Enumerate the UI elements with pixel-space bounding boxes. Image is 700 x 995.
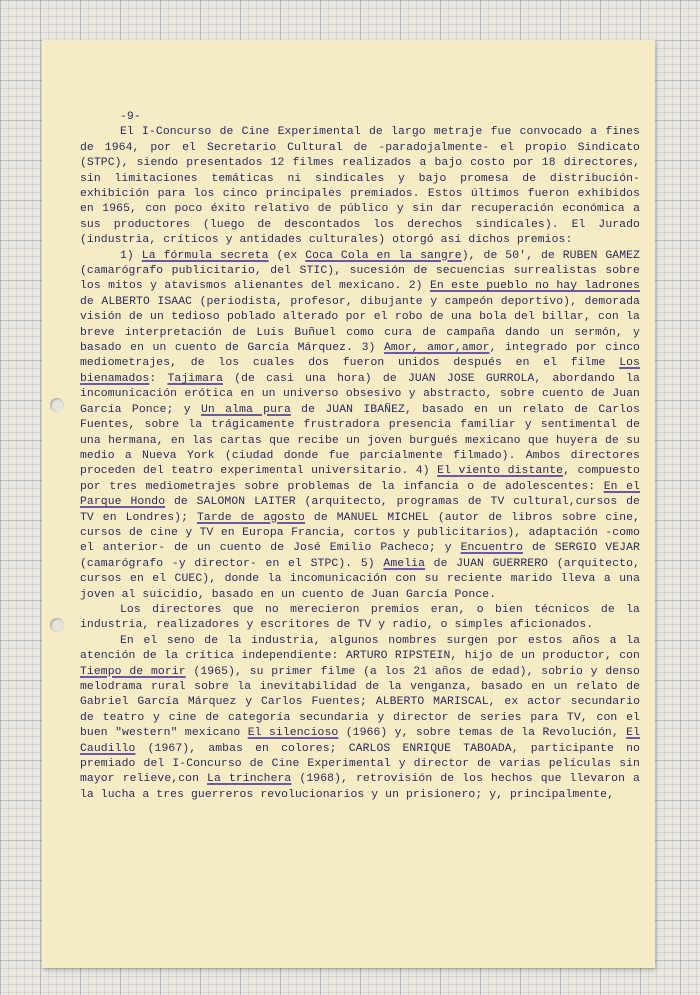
page-number: -9- xyxy=(120,111,141,123)
paragraph-contest xyxy=(80,125,640,248)
text-run: (1967), ambas en colores; CARLOS ENRIQUE TABOADA, participante no premiado del I-Concurso de Cine Experimental y director de varias películas sin mayor relieve,con xyxy=(80,742,640,786)
text-run: , compuesto por tres mediometrajes sobre problemas de la infancia o de adolescentes: xyxy=(80,465,640,493)
text-run: , integrado por cinco mediometrajes, de los cuales dos fueron unidos después en el filme xyxy=(80,342,640,370)
text-run: : xyxy=(149,372,168,385)
underlined-title: Coca Cola en la sangre xyxy=(305,249,462,262)
punch-hole xyxy=(50,398,64,412)
underlined-title: Tarde de agosto xyxy=(196,511,305,524)
underlined-title: Tajimara xyxy=(167,372,223,385)
text-run: de MANUEL MICHEL (autor de libros sobre cine, cursos de cine y TV en Europa Francia, cortos y publicitarios), adaptación -como el anterior- de un cuento de José Emilio Pacheco; y xyxy=(80,511,640,555)
underlined-title: La trinchera xyxy=(207,773,292,786)
text-run: ), de 50', de RUBEN GAMEZ (camarógrafo publicitario, del STIC), sucesión de secuencias surrealistas sobre los mitos y atavismos alienantes del mexicano. 2) xyxy=(80,249,641,293)
text-run: (1966) y, sobre temas de la Revolución, xyxy=(338,727,627,740)
text-run: de SERGIO VEJAR (camarógrafo -y director- en el STPC). 5) xyxy=(80,542,640,570)
punch-hole xyxy=(50,618,64,632)
underlined-title: El silencioso xyxy=(247,727,339,740)
underlined-title: En el Parque Hondo xyxy=(80,480,640,509)
text-run: Los directores que no merecieron premios eran, o bien técnicos de la industria, realizadores y escritores de TV y radio, o simples aficionados. xyxy=(80,603,640,632)
underlined-title: Un alma pura xyxy=(201,403,291,416)
text-run: (ex xyxy=(268,249,306,262)
text-run: de JUAN IBAÑEZ, basado en un relato de Carlos Fuentes, sobre la trágicamente frustradora presencia familiar y sentimental de una hermana, en las cartas que recibe un joven burgués mexicano que huyera de su medio a Nueva York (ciudad donde fue parcialmente filmado). Ambos directores proceden del teatro experimental universitario. 4) xyxy=(80,403,640,478)
underlined-title: En este pueblo no hay ladrones xyxy=(429,280,640,293)
underlined-title: Los bienamados xyxy=(80,357,640,385)
text-run: de ALBERTO ISAAC (periodista, profesor, dibujante y campeón deportivo), demorada visión de un tedioso poblado alterado por el robo de una bola del billar, con la breve interpretación de Luis Buñuel como cura de campaña dando un sermón, y basado en un cuento de García Márquez. 3) xyxy=(80,295,640,355)
paragraph-industry xyxy=(80,634,640,803)
underlined-title: Encuentro xyxy=(460,542,524,555)
document-page xyxy=(42,40,655,968)
text-run: El I-Concurso de Cine Experimental de largo metraje fue convocado a fines de 1964, por el Secretario Cultural de -paradojalmente- el propio Sindicato (STPC), siendo presentados 12 filmes realizados a bajo costo por 18 directores, sin limitaciones temáticas ni sindicales y bajo promesa de distribución-exhibición para los cinco principales premiados. Estos últimos fueron exhibidos en 1965, con poco éxito relativo de público y sin dar recuperación económica a sus productores (luego de descontados los derechos sindicales). El Jurado (industria, críticos y antidades culturales) otorgó así dichos premios: xyxy=(80,126,640,247)
text-run: de JUAN GUERRERO (arquitecto, cursos en el CUEC), donde la incomunicación con su reciente marido lleva a una joven al suicidio, basado en un cuento de Juan García Ponce. xyxy=(80,557,640,601)
text-run: (1968), retrovisión de los hechos que llevaron a la lucha a tres guerreros revolucionarios y un prisionero; y, principalmente, xyxy=(80,773,640,801)
underlined-title: Amor, amor,amor xyxy=(383,342,490,355)
text-run: (1965), su primer filme (a los 21 años de edad), sobrio y denso melodrama rural sobre la inevitabilidad de la venganza, basado en un relato de Gabriel García Márquez y Carlos Fuentes; ALBERTO MARISCAL, ex actor secundario de teatro y cine de categoría secundaria y director de series para TV, con el buen "western" mexicano xyxy=(80,665,640,740)
paragraph-prizes xyxy=(80,249,640,603)
typed-text-body xyxy=(80,110,640,803)
text-run: 1) xyxy=(120,249,142,262)
underlined-title: La fórmula secreta xyxy=(141,249,269,262)
text-run: (de casi una hora) de JUAN JOSE GURROLA, abordando la incomunicación erótica en un universo obsesivo y abstracto, sobre cuento de Juan García Ponce; y xyxy=(80,372,640,416)
underlined-title: Tiempo de morir xyxy=(80,665,186,678)
paragraph-unawarded xyxy=(80,603,640,634)
underlined-title: Amelia xyxy=(383,557,426,570)
underlined-title: El Caudillo xyxy=(80,727,641,755)
underlined-title: El viento distante xyxy=(437,465,564,478)
text-run: En el seno de la industria, algunos nombres surgen por estos años a la atención de la crítica independiente: ARTURO RIPSTEIN, hijo de un productor, con xyxy=(80,634,640,663)
text-run: de SALOMON LAITER (arquitecto, programas de TV cultural,cursos de TV en Londres); xyxy=(80,496,640,524)
